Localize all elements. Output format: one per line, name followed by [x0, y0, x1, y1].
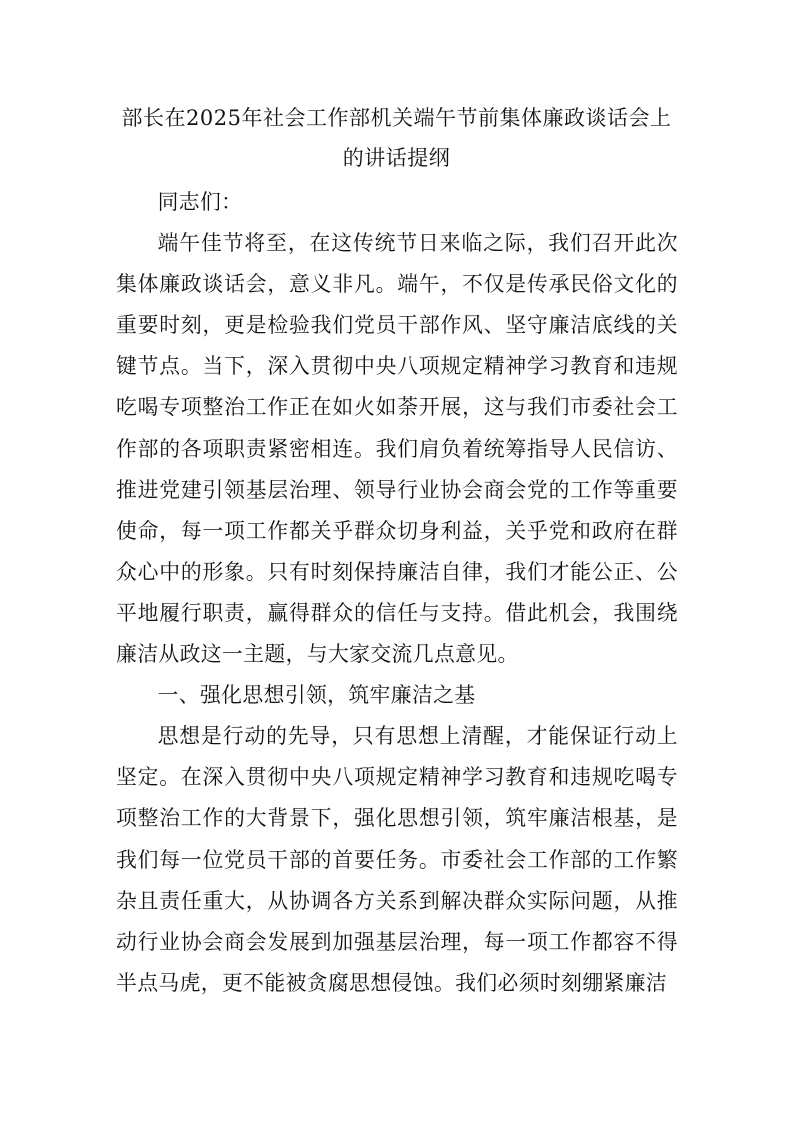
section-heading-1: 一、强化思想引领，筑牢廉洁之基 — [157, 683, 476, 708]
document-body — [116, 182, 678, 1004]
intro-paragraph: 端午佳节将至，在这传统节日来临之际，我们召开此次集体廉政谈话会，意义非凡。端午，不仅是传承民俗文化的重要时刻，更是检验我们党员干部作风、坚守廉洁底线的关键节点。当下，深入贯彻中央八项规定精神学习教育和违规吃喝专项整治工作正在如火如荼开展，这与我们市委社会工作部的各项职责紧密相连。我们肩负着统筹指导人民信访、推进党建引领基层治理、领导行业协会商会党的工作等重要使命，每一项工作都关乎群众切身利益，关乎党和政府在群众心中的形象。只有时刻保持廉洁自律，我们才能公正、公平地履行职责，赢得群众的信任与支持。借此机会，我围绕廉洁从政这一主题，与大家交流几点意见。 — [116, 231, 678, 667]
salutation: 同志们： — [157, 190, 243, 214]
document-title: 部长在2025年社会工作部机关端午节前集体廉政谈话会上的讲话提纲 — [121, 106, 672, 170]
section-1-paragraph: 思想是行动的先导，只有思想上清醒，才能保证行动上坚定。在深入贯彻中央八项规定精神学习教育和违规吃喝专项整治工作的大背景下，强化思想引领，筑牢廉洁根基，是我们每一位党员干部的首要任务。市委社会工作部的工作繁杂且责任重大，从协调各方关系到解决群众实际问题，从推动行业协会商会发展到加强基层治理，每一项工作都容不得半点马虎，更不能被贪腐思想侵蚀。我们必须时刻绷紧廉洁 — [116, 724, 678, 995]
